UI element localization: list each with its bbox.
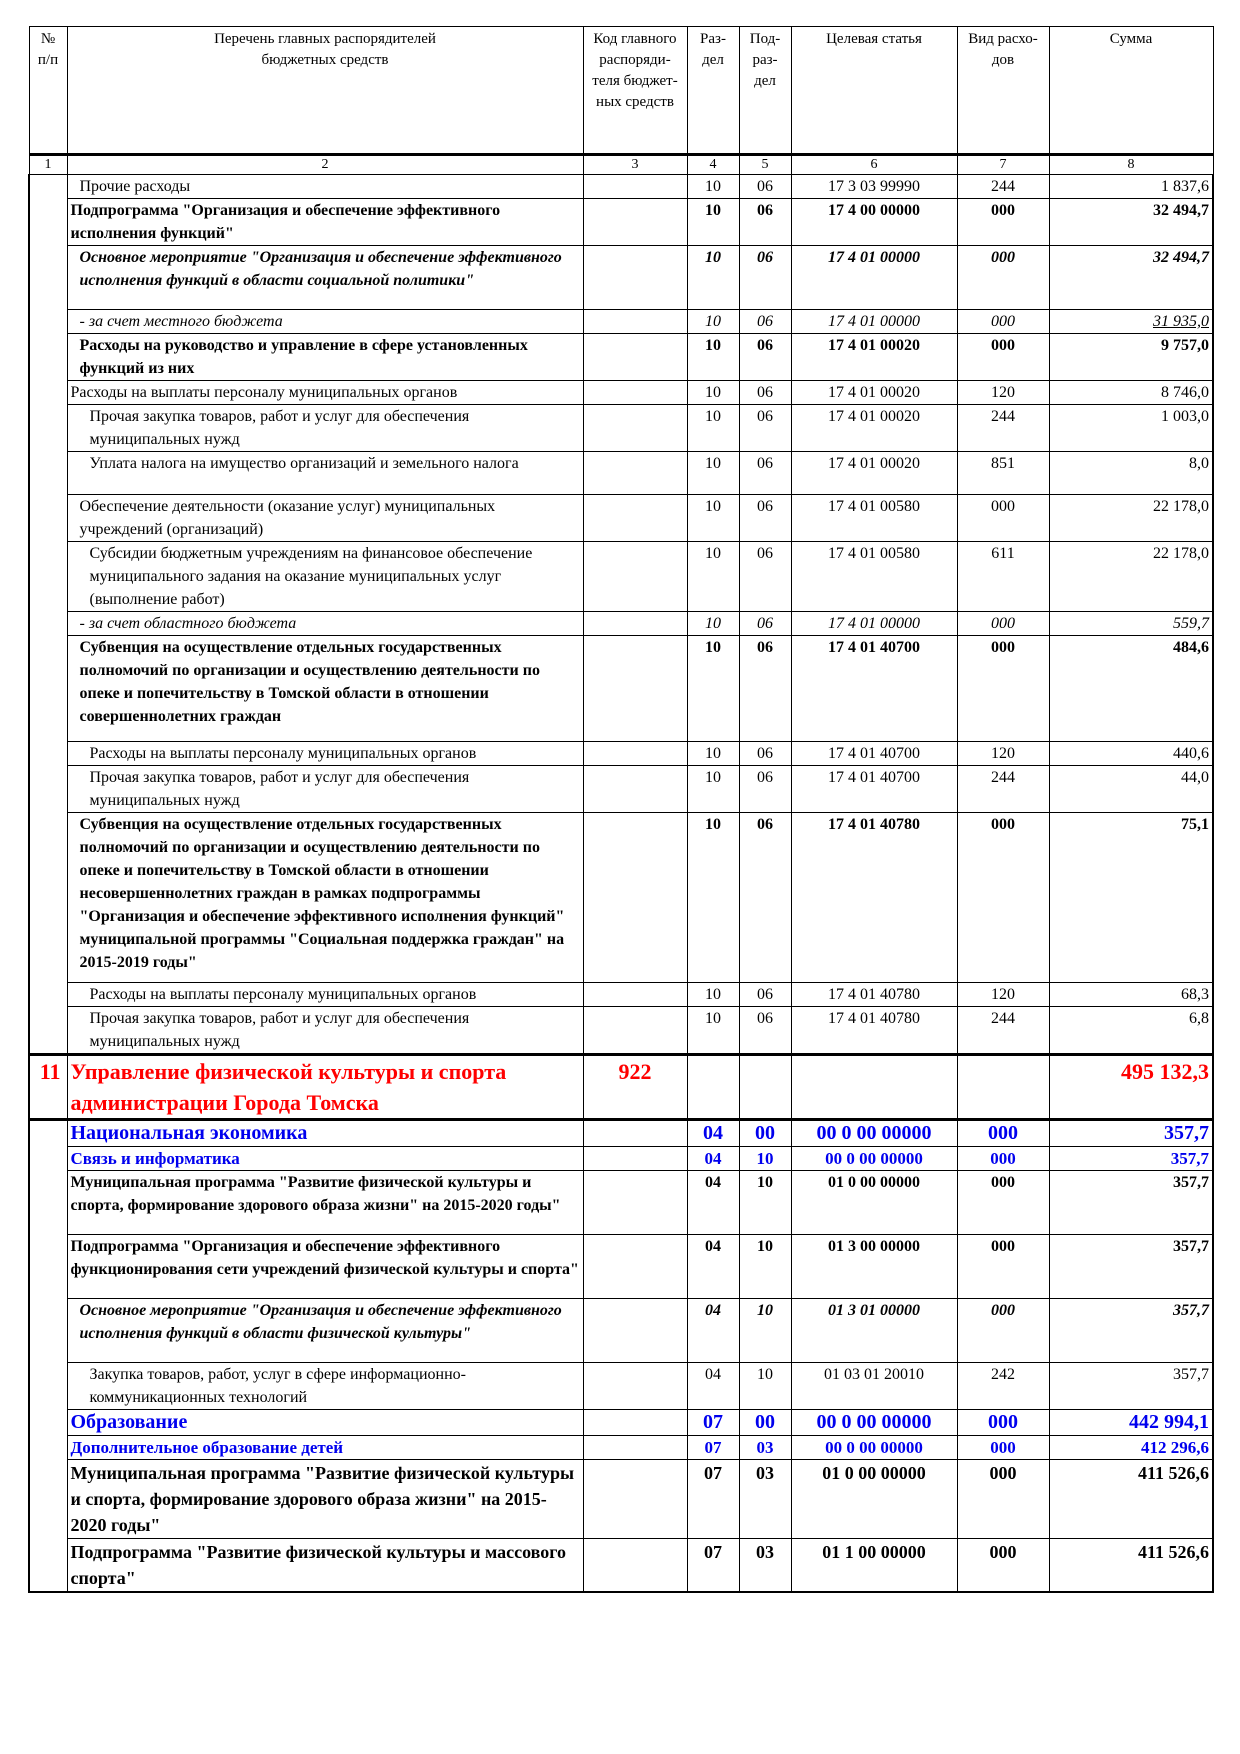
row-code	[583, 1171, 687, 1235]
row-code	[583, 175, 687, 199]
header-target: Целевая статья	[791, 27, 957, 155]
row-podrazdel: 06	[739, 813, 791, 983]
row-target	[791, 1055, 957, 1120]
row-name: Дополнительное образование детей	[67, 1436, 583, 1460]
row-razdel: 04	[687, 1363, 739, 1410]
row-sum: 559,7	[1049, 612, 1213, 636]
column-number: 1	[29, 155, 67, 175]
header-name: Перечень главных распорядителей бюджетных средств	[67, 27, 583, 155]
table-row	[29, 1235, 1213, 1299]
row-target: 17 4 01 40780	[791, 813, 957, 983]
row-vid: 000	[957, 1410, 1049, 1436]
table-row	[29, 1007, 1213, 1055]
header-row	[29, 27, 1213, 155]
row-number	[29, 175, 67, 199]
row-vid: 000	[957, 636, 1049, 742]
table-row	[29, 246, 1213, 310]
row-number	[29, 1410, 67, 1436]
column-number: 6	[791, 155, 957, 175]
row-target: 17 4 01 00000	[791, 310, 957, 334]
row-code	[583, 381, 687, 405]
row-target: 17 4 01 00580	[791, 542, 957, 612]
row-podrazdel: 06	[739, 246, 791, 310]
table-row	[29, 405, 1213, 452]
table-row	[29, 1460, 1213, 1539]
table-row	[29, 1539, 1213, 1593]
row-target: 17 4 01 40700	[791, 766, 957, 813]
row-target: 17 4 01 40700	[791, 742, 957, 766]
row-name: Связь и информатика	[67, 1147, 583, 1171]
row-name: Подпрограмма "Организация и обеспечение эффективного функционирования сети учреждений физической культуры и спорта"	[67, 1235, 583, 1299]
row-vid: 000	[957, 1120, 1049, 1147]
row-podrazdel: 06	[739, 334, 791, 381]
row-number	[29, 1007, 67, 1055]
row-razdel: 10	[687, 334, 739, 381]
row-target: 01 0 00 00000	[791, 1460, 957, 1539]
row-number	[29, 766, 67, 813]
table-row	[29, 1171, 1213, 1235]
row-podrazdel: 00	[739, 1410, 791, 1436]
row-sum: 31 935,0	[1049, 310, 1213, 334]
row-sum: 6,8	[1049, 1007, 1213, 1055]
row-number	[29, 381, 67, 405]
row-podrazdel: 10	[739, 1363, 791, 1410]
row-number	[29, 452, 67, 495]
row-podrazdel: 06	[739, 310, 791, 334]
row-vid: 242	[957, 1363, 1049, 1410]
row-vid: 244	[957, 405, 1049, 452]
row-code	[583, 1235, 687, 1299]
row-name: Закупка товаров, работ, услуг в сфере информационно-коммуникационных технологий	[67, 1363, 583, 1410]
row-name: Расходы на руководство и управление в сфере установленных функций из них	[67, 334, 583, 381]
row-target: 00 0 00 00000	[791, 1410, 957, 1436]
row-razdel: 10	[687, 742, 739, 766]
row-code	[583, 1120, 687, 1147]
row-number	[29, 1363, 67, 1410]
table-row	[29, 1436, 1213, 1460]
row-target: 17 4 01 40700	[791, 636, 957, 742]
row-name: Образование	[67, 1410, 583, 1436]
row-target: 00 0 00 00000	[791, 1147, 957, 1171]
table-row	[29, 334, 1213, 381]
row-razdel: 04	[687, 1147, 739, 1171]
row-name: Национальная экономика	[67, 1120, 583, 1147]
column-numbers-row	[29, 155, 1213, 175]
row-name: Подпрограмма "Развитие физической культуры и массового спорта"	[67, 1539, 583, 1593]
row-number	[29, 1120, 67, 1147]
row-number	[29, 246, 67, 310]
row-code	[583, 452, 687, 495]
column-number: 2	[67, 155, 583, 175]
row-sum: 22 178,0	[1049, 542, 1213, 612]
row-sum: 357,7	[1049, 1235, 1213, 1299]
row-vid: 244	[957, 175, 1049, 199]
table-row	[29, 495, 1213, 542]
row-vid: 000	[957, 1539, 1049, 1593]
row-razdel: 10	[687, 636, 739, 742]
header-vid: Вид расхо- дов	[957, 27, 1049, 155]
row-sum: 44,0	[1049, 766, 1213, 813]
table-row	[29, 612, 1213, 636]
row-code	[583, 636, 687, 742]
row-sum: 32 494,7	[1049, 246, 1213, 310]
row-target: 17 4 01 00000	[791, 246, 957, 310]
column-number: 5	[739, 155, 791, 175]
row-podrazdel: 10	[739, 1235, 791, 1299]
row-razdel: 10	[687, 495, 739, 542]
row-number: 11	[29, 1055, 67, 1120]
row-code	[583, 813, 687, 983]
row-podrazdel: 06	[739, 542, 791, 612]
row-sum: 357,7	[1049, 1299, 1213, 1363]
table-row	[29, 542, 1213, 612]
row-number	[29, 542, 67, 612]
row-number	[29, 612, 67, 636]
row-target: 00 0 00 00000	[791, 1120, 957, 1147]
row-sum: 442 994,1	[1049, 1410, 1213, 1436]
row-target: 17 4 01 00580	[791, 495, 957, 542]
row-code	[583, 1147, 687, 1171]
row-razdel: 10	[687, 542, 739, 612]
row-number	[29, 1460, 67, 1539]
row-sum: 75,1	[1049, 813, 1213, 983]
row-sum: 411 526,6	[1049, 1539, 1213, 1593]
header-num: № п/п	[29, 27, 67, 155]
row-target: 17 4 00 00000	[791, 199, 957, 246]
row-number	[29, 1235, 67, 1299]
column-number: 8	[1049, 155, 1213, 175]
row-razdel: 10	[687, 381, 739, 405]
row-target: 17 4 01 00020	[791, 452, 957, 495]
row-target: 17 4 01 40780	[791, 983, 957, 1007]
row-name: Уплата налога на имущество организаций и земельного налога	[67, 452, 583, 495]
table-row	[29, 1055, 1213, 1120]
row-sum: 9 757,0	[1049, 334, 1213, 381]
row-code	[583, 983, 687, 1007]
row-vid: 244	[957, 1007, 1049, 1055]
row-sum: 357,7	[1049, 1147, 1213, 1171]
row-podrazdel: 10	[739, 1147, 791, 1171]
row-target: 17 4 01 00020	[791, 405, 957, 452]
table-row	[29, 1147, 1213, 1171]
row-number	[29, 1539, 67, 1593]
header-razdel: Раз- дел	[687, 27, 739, 155]
row-name: Муниципальная программа "Развитие физической культуры и спорта, формирование здорового образа жизни" на 2015-2020 годы"	[67, 1460, 583, 1539]
row-number	[29, 199, 67, 246]
row-vid: 000	[957, 1147, 1049, 1171]
row-podrazdel: 06	[739, 405, 791, 452]
row-vid: 000	[957, 1171, 1049, 1235]
row-razdel: 07	[687, 1539, 739, 1593]
row-target: 17 4 01 00020	[791, 334, 957, 381]
row-podrazdel: 03	[739, 1436, 791, 1460]
row-razdel: 10	[687, 175, 739, 199]
row-name: Муниципальная программа "Развитие физической культуры и спорта, формирование здорового образа жизни" на 2015-2020 годы"	[67, 1171, 583, 1235]
row-vid: 000	[957, 1299, 1049, 1363]
table-row	[29, 1120, 1213, 1147]
row-vid: 000	[957, 813, 1049, 983]
row-sum: 1 003,0	[1049, 405, 1213, 452]
row-name: Прочая закупка товаров, работ и услуг для обеспечения муниципальных нужд	[67, 405, 583, 452]
header-sum: Сумма	[1049, 27, 1213, 155]
row-code	[583, 1460, 687, 1539]
row-code	[583, 199, 687, 246]
row-razdel: 04	[687, 1235, 739, 1299]
column-number: 3	[583, 155, 687, 175]
row-number	[29, 636, 67, 742]
row-razdel: 10	[687, 405, 739, 452]
column-number: 7	[957, 155, 1049, 175]
row-sum: 68,3	[1049, 983, 1213, 1007]
row-target: 17 4 01 00020	[791, 381, 957, 405]
row-vid: 000	[957, 495, 1049, 542]
row-podrazdel: 06	[739, 983, 791, 1007]
table-row	[29, 381, 1213, 405]
row-name: Расходы на выплаты персоналу муниципальных органов	[67, 381, 583, 405]
row-razdel: 04	[687, 1171, 739, 1235]
row-razdel: 10	[687, 1007, 739, 1055]
row-number	[29, 1299, 67, 1363]
row-name: Обеспечение деятельности (оказание услуг) муниципальных учреждений (организаций)	[67, 495, 583, 542]
row-podrazdel: 00	[739, 1120, 791, 1147]
row-number	[29, 334, 67, 381]
row-sum: 484,6	[1049, 636, 1213, 742]
table-row	[29, 766, 1213, 813]
row-razdel: 10	[687, 310, 739, 334]
table-row	[29, 742, 1213, 766]
row-name: Расходы на выплаты персоналу муниципальных органов	[67, 983, 583, 1007]
row-target: 01 1 00 00000	[791, 1539, 957, 1593]
row-sum: 495 132,3	[1049, 1055, 1213, 1120]
row-name: Субвенция на осуществление отдельных государственных полномочий по организации и осуществлению деятельности по опеке и попечительству в Томской области в отношении совершеннолетних граждан	[67, 636, 583, 742]
row-name: Субсидии бюджетным учреждениям на финансовое обеспечение муниципального задания на оказание муниципальных услуг (выполнение работ)	[67, 542, 583, 612]
row-code	[583, 1410, 687, 1436]
row-vid	[957, 1055, 1049, 1120]
row-razdel: 10	[687, 452, 739, 495]
row-code	[583, 1539, 687, 1593]
row-number	[29, 742, 67, 766]
row-podrazdel: 10	[739, 1171, 791, 1235]
table-row	[29, 199, 1213, 246]
row-razdel: 10	[687, 612, 739, 636]
row-target: 01 03 01 20010	[791, 1363, 957, 1410]
row-podrazdel: 03	[739, 1460, 791, 1539]
row-number	[29, 983, 67, 1007]
row-podrazdel: 06	[739, 381, 791, 405]
table-row	[29, 1410, 1213, 1436]
row-name: Прочая закупка товаров, работ и услуг для обеспечения муниципальных нужд	[67, 1007, 583, 1055]
row-podrazdel: 03	[739, 1539, 791, 1593]
row-target: 00 0 00 00000	[791, 1436, 957, 1460]
row-code	[583, 1363, 687, 1410]
row-razdel	[687, 1055, 739, 1120]
row-podrazdel: 06	[739, 452, 791, 495]
row-name: Подпрограмма "Организация и обеспечение эффективного исполнения функций"	[67, 199, 583, 246]
row-vid: 611	[957, 542, 1049, 612]
row-razdel: 10	[687, 813, 739, 983]
row-sum: 357,7	[1049, 1363, 1213, 1410]
table-row	[29, 1363, 1213, 1410]
row-code	[583, 1007, 687, 1055]
table-row	[29, 636, 1213, 742]
row-podrazdel: 06	[739, 742, 791, 766]
row-code	[583, 542, 687, 612]
row-sum: 22 178,0	[1049, 495, 1213, 542]
row-name: - за счет местного бюджета	[67, 310, 583, 334]
row-sum: 357,7	[1049, 1171, 1213, 1235]
budget-table-sheet	[28, 26, 1212, 1593]
row-number	[29, 813, 67, 983]
table-row	[29, 1299, 1213, 1363]
header-code: Код главного распоряди- теля бюджет- ных средств	[583, 27, 687, 155]
row-podrazdel: 06	[739, 612, 791, 636]
row-vid: 000	[957, 310, 1049, 334]
table-row	[29, 310, 1213, 334]
row-target: 17 3 03 99990	[791, 175, 957, 199]
row-razdel: 10	[687, 766, 739, 813]
row-podrazdel: 06	[739, 636, 791, 742]
row-code	[583, 310, 687, 334]
row-number	[29, 495, 67, 542]
row-razdel: 07	[687, 1460, 739, 1539]
row-target: 01 3 00 00000	[791, 1235, 957, 1299]
row-number	[29, 310, 67, 334]
row-code	[583, 766, 687, 813]
row-podrazdel: 06	[739, 199, 791, 246]
row-number	[29, 1147, 67, 1171]
budget-table	[28, 26, 1214, 1593]
row-target: 01 3 01 00000	[791, 1299, 957, 1363]
row-razdel: 04	[687, 1120, 739, 1147]
table-row	[29, 983, 1213, 1007]
row-name: Субвенция на осуществление отдельных государственных полномочий по организации и осуществлению деятельности по опеке и попечительству в Томской области в отношении несовершеннолетних граждан в рамках подпрограммы "Организация и обеспечение эффективного исполнения функций" муниципальной программы "Социальная поддержка граждан" на 2015-2019 годы"	[67, 813, 583, 983]
row-target: 01 0 00 00000	[791, 1171, 957, 1235]
row-sum: 8 746,0	[1049, 381, 1213, 405]
row-code	[583, 334, 687, 381]
row-podrazdel: 06	[739, 1007, 791, 1055]
row-vid: 851	[957, 452, 1049, 495]
row-sum: 440,6	[1049, 742, 1213, 766]
row-code	[583, 742, 687, 766]
row-vid: 120	[957, 742, 1049, 766]
row-razdel: 07	[687, 1410, 739, 1436]
column-number: 4	[687, 155, 739, 175]
row-code	[583, 1436, 687, 1460]
row-razdel: 10	[687, 199, 739, 246]
row-number	[29, 1436, 67, 1460]
row-razdel: 07	[687, 1436, 739, 1460]
row-vid: 000	[957, 1460, 1049, 1539]
table-row	[29, 452, 1213, 495]
row-name: - за счет областного бюджета	[67, 612, 583, 636]
row-vid: 000	[957, 1235, 1049, 1299]
table-row	[29, 813, 1213, 983]
row-sum: 32 494,7	[1049, 199, 1213, 246]
row-podrazdel: 06	[739, 495, 791, 542]
row-name: Прочие расходы	[67, 175, 583, 199]
row-podrazdel: 10	[739, 1299, 791, 1363]
row-target: 17 4 01 40780	[791, 1007, 957, 1055]
row-name: Основное мероприятие "Организация и обеспечение эффективного исполнения функций в области физической культуры"	[67, 1299, 583, 1363]
row-name: Управление физической культуры и спорта администрации Города Томска	[67, 1055, 583, 1120]
row-name: Основное мероприятие "Организация и обеспечение эффективного исполнения функций в области социальной политики"	[67, 246, 583, 310]
row-code	[583, 612, 687, 636]
row-name: Прочая закупка товаров, работ и услуг для обеспечения муниципальных нужд	[67, 766, 583, 813]
row-number	[29, 405, 67, 452]
row-code	[583, 1299, 687, 1363]
row-code	[583, 495, 687, 542]
row-number	[29, 1171, 67, 1235]
row-sum: 1 837,6	[1049, 175, 1213, 199]
header-podrazdel: Под- раз- дел	[739, 27, 791, 155]
row-sum: 412 296,6	[1049, 1436, 1213, 1460]
row-code: 922	[583, 1055, 687, 1120]
row-code	[583, 246, 687, 310]
row-razdel: 10	[687, 246, 739, 310]
row-vid: 000	[957, 199, 1049, 246]
table-body	[29, 175, 1213, 1593]
row-sum: 8,0	[1049, 452, 1213, 495]
row-vid: 120	[957, 983, 1049, 1007]
row-razdel: 04	[687, 1299, 739, 1363]
row-vid: 000	[957, 246, 1049, 310]
row-vid: 000	[957, 612, 1049, 636]
row-name: Расходы на выплаты персоналу муниципальных органов	[67, 742, 583, 766]
row-vid: 000	[957, 1436, 1049, 1460]
row-vid: 120	[957, 381, 1049, 405]
row-sum: 411 526,6	[1049, 1460, 1213, 1539]
row-podrazdel: 06	[739, 766, 791, 813]
row-target: 17 4 01 00000	[791, 612, 957, 636]
row-sum: 357,7	[1049, 1120, 1213, 1147]
row-podrazdel	[739, 1055, 791, 1120]
table-row	[29, 175, 1213, 199]
row-podrazdel: 06	[739, 175, 791, 199]
row-vid: 000	[957, 334, 1049, 381]
row-code	[583, 405, 687, 452]
row-vid: 244	[957, 766, 1049, 813]
row-razdel: 10	[687, 983, 739, 1007]
